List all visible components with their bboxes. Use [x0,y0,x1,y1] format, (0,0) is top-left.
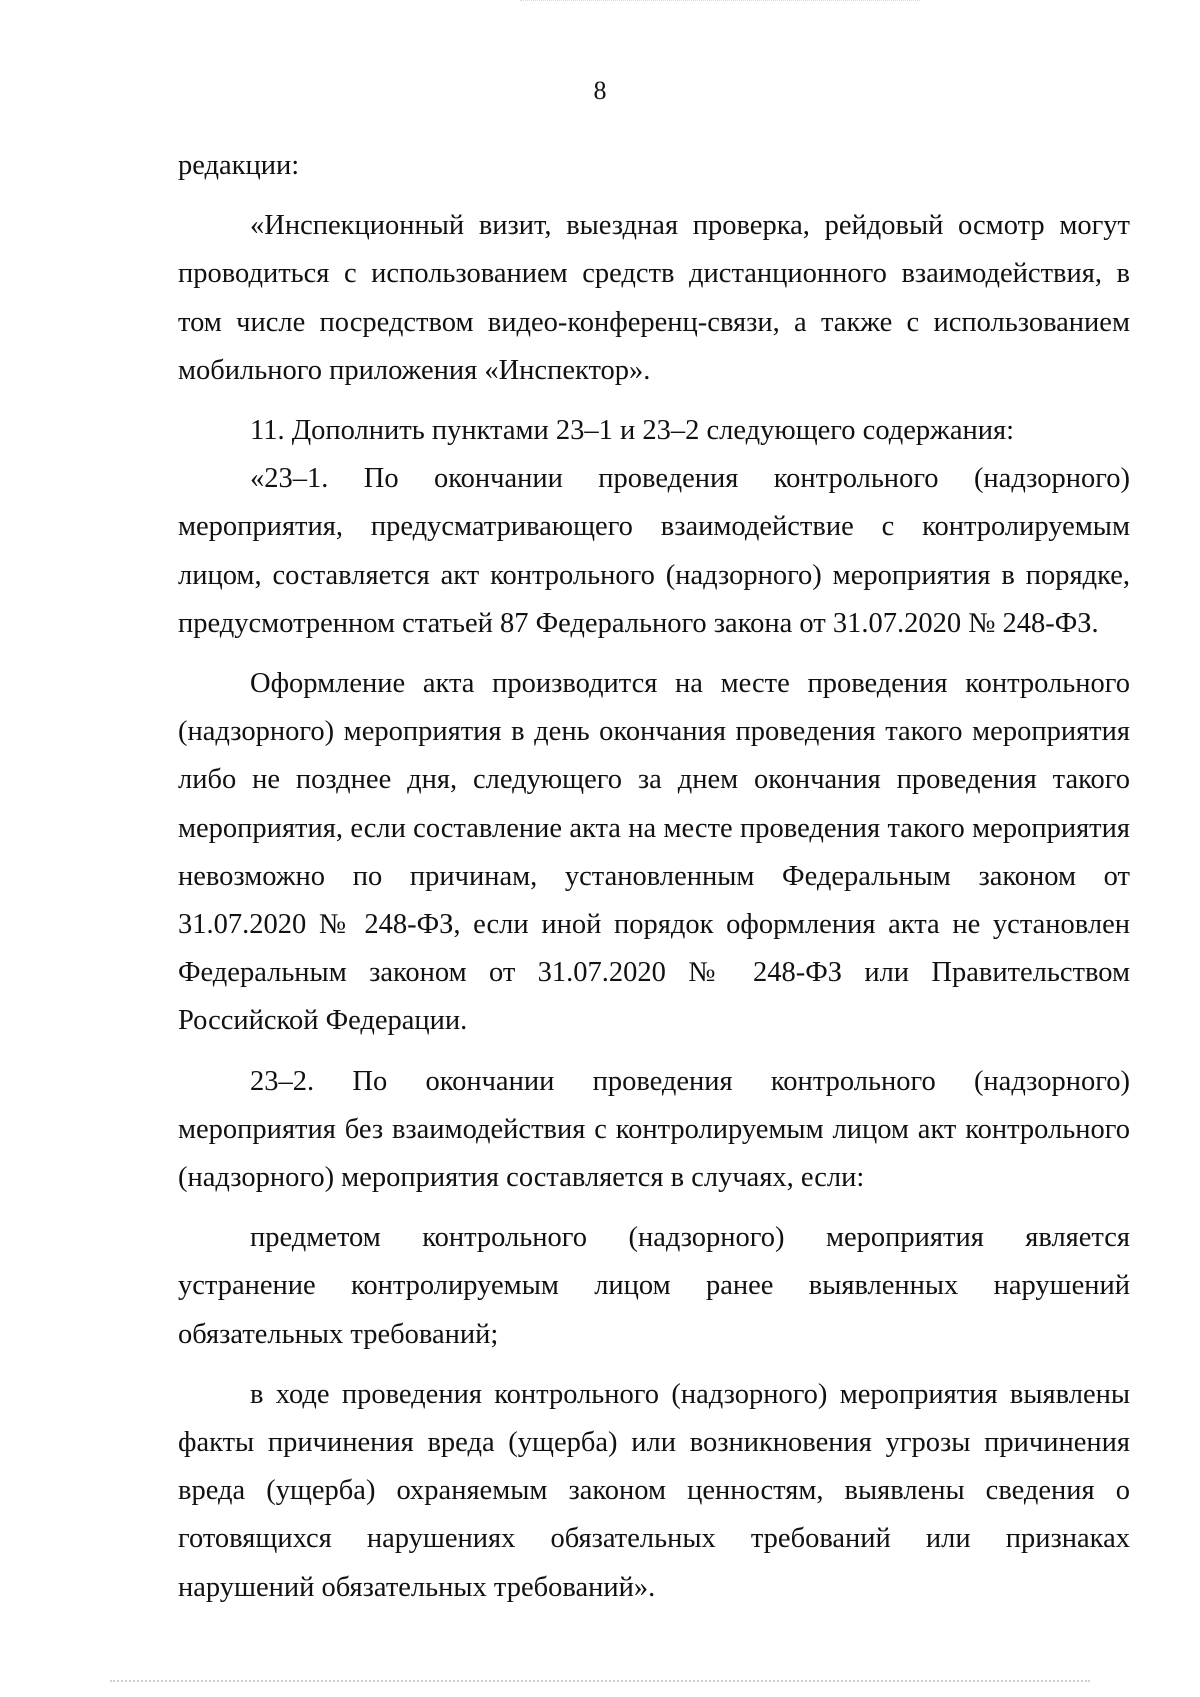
scan-edge-bottom [110,1680,1090,1688]
paragraph-item-11: 11. Дополнить пунктами 23–1 и 23–2 следующего содержания: [250,415,1015,447]
paragraph-act-formalization: Оформление акта производится на месте проведения контрольного (надзорного) мероприятия в день окончания проведения такого мероприятия либо не позднее дня, следующего за днем окончания проведения такого мероприятия, если составление акта на месте проведения такого мероприятия невозможно по причинам, установленным Федеральным законом от 31.07.2020 № 248-ФЗ, если иной порядок оформления акта не установлен Федеральным законом от 31.07.2020 № 248-ФЗ или Правительством Российской Федерации. [178,668,1130,1037]
paragraph-subject-of-control: предметом контрольного (надзорного) мероприятия является устранение контролируемым лицом ранее выявленных нарушений обязательных требований; [178,1222,1130,1350]
paragraph-continuation: редакции: [178,150,300,181]
paragraph-inspection-visit: «Инспекционный визит, выездная проверка, рейдовый осмотр могут проводиться с использованием средств дистанционного взаимодействия, в том числе посредством видео-конференц-связи, а также с использованием мобильного приложения «Инспектор». [178,210,1130,386]
paragraph-item-23-1: «23–1. По окончании проведения контрольного (надзорного) мероприятия, предусматривающего взаимодействие с контролируемым лицом, составляется акт контрольного (надзорного) мероприятия в порядке, предусмотренном статьей 87 Федерального закона от 31.07.2020 № 248-ФЗ. [178,463,1130,639]
paragraph-item-23-2: 23–2. По окончании проведения контрольного (надзорного) мероприятия без взаимодействия с контролируемым лицом акт контрольного (надзорного) мероприятия составляется в случаях, если: [178,1065,1130,1194]
paragraph-harm-detected: в ходе проведения контрольного (надзорного) мероприятия выявлены факты причинения вреда (ущерба) или возникновения угрозы причинения вреда (ущерба) охраняемым законом ценностям, выявлены сведения о готовящихся нарушениях обязательных требований или признаках нарушений обязательных требований». [178,1378,1130,1603]
page-number: 8 [593,76,607,105]
document-body [178,142,1130,1612]
scan-edge-top [520,0,920,7]
